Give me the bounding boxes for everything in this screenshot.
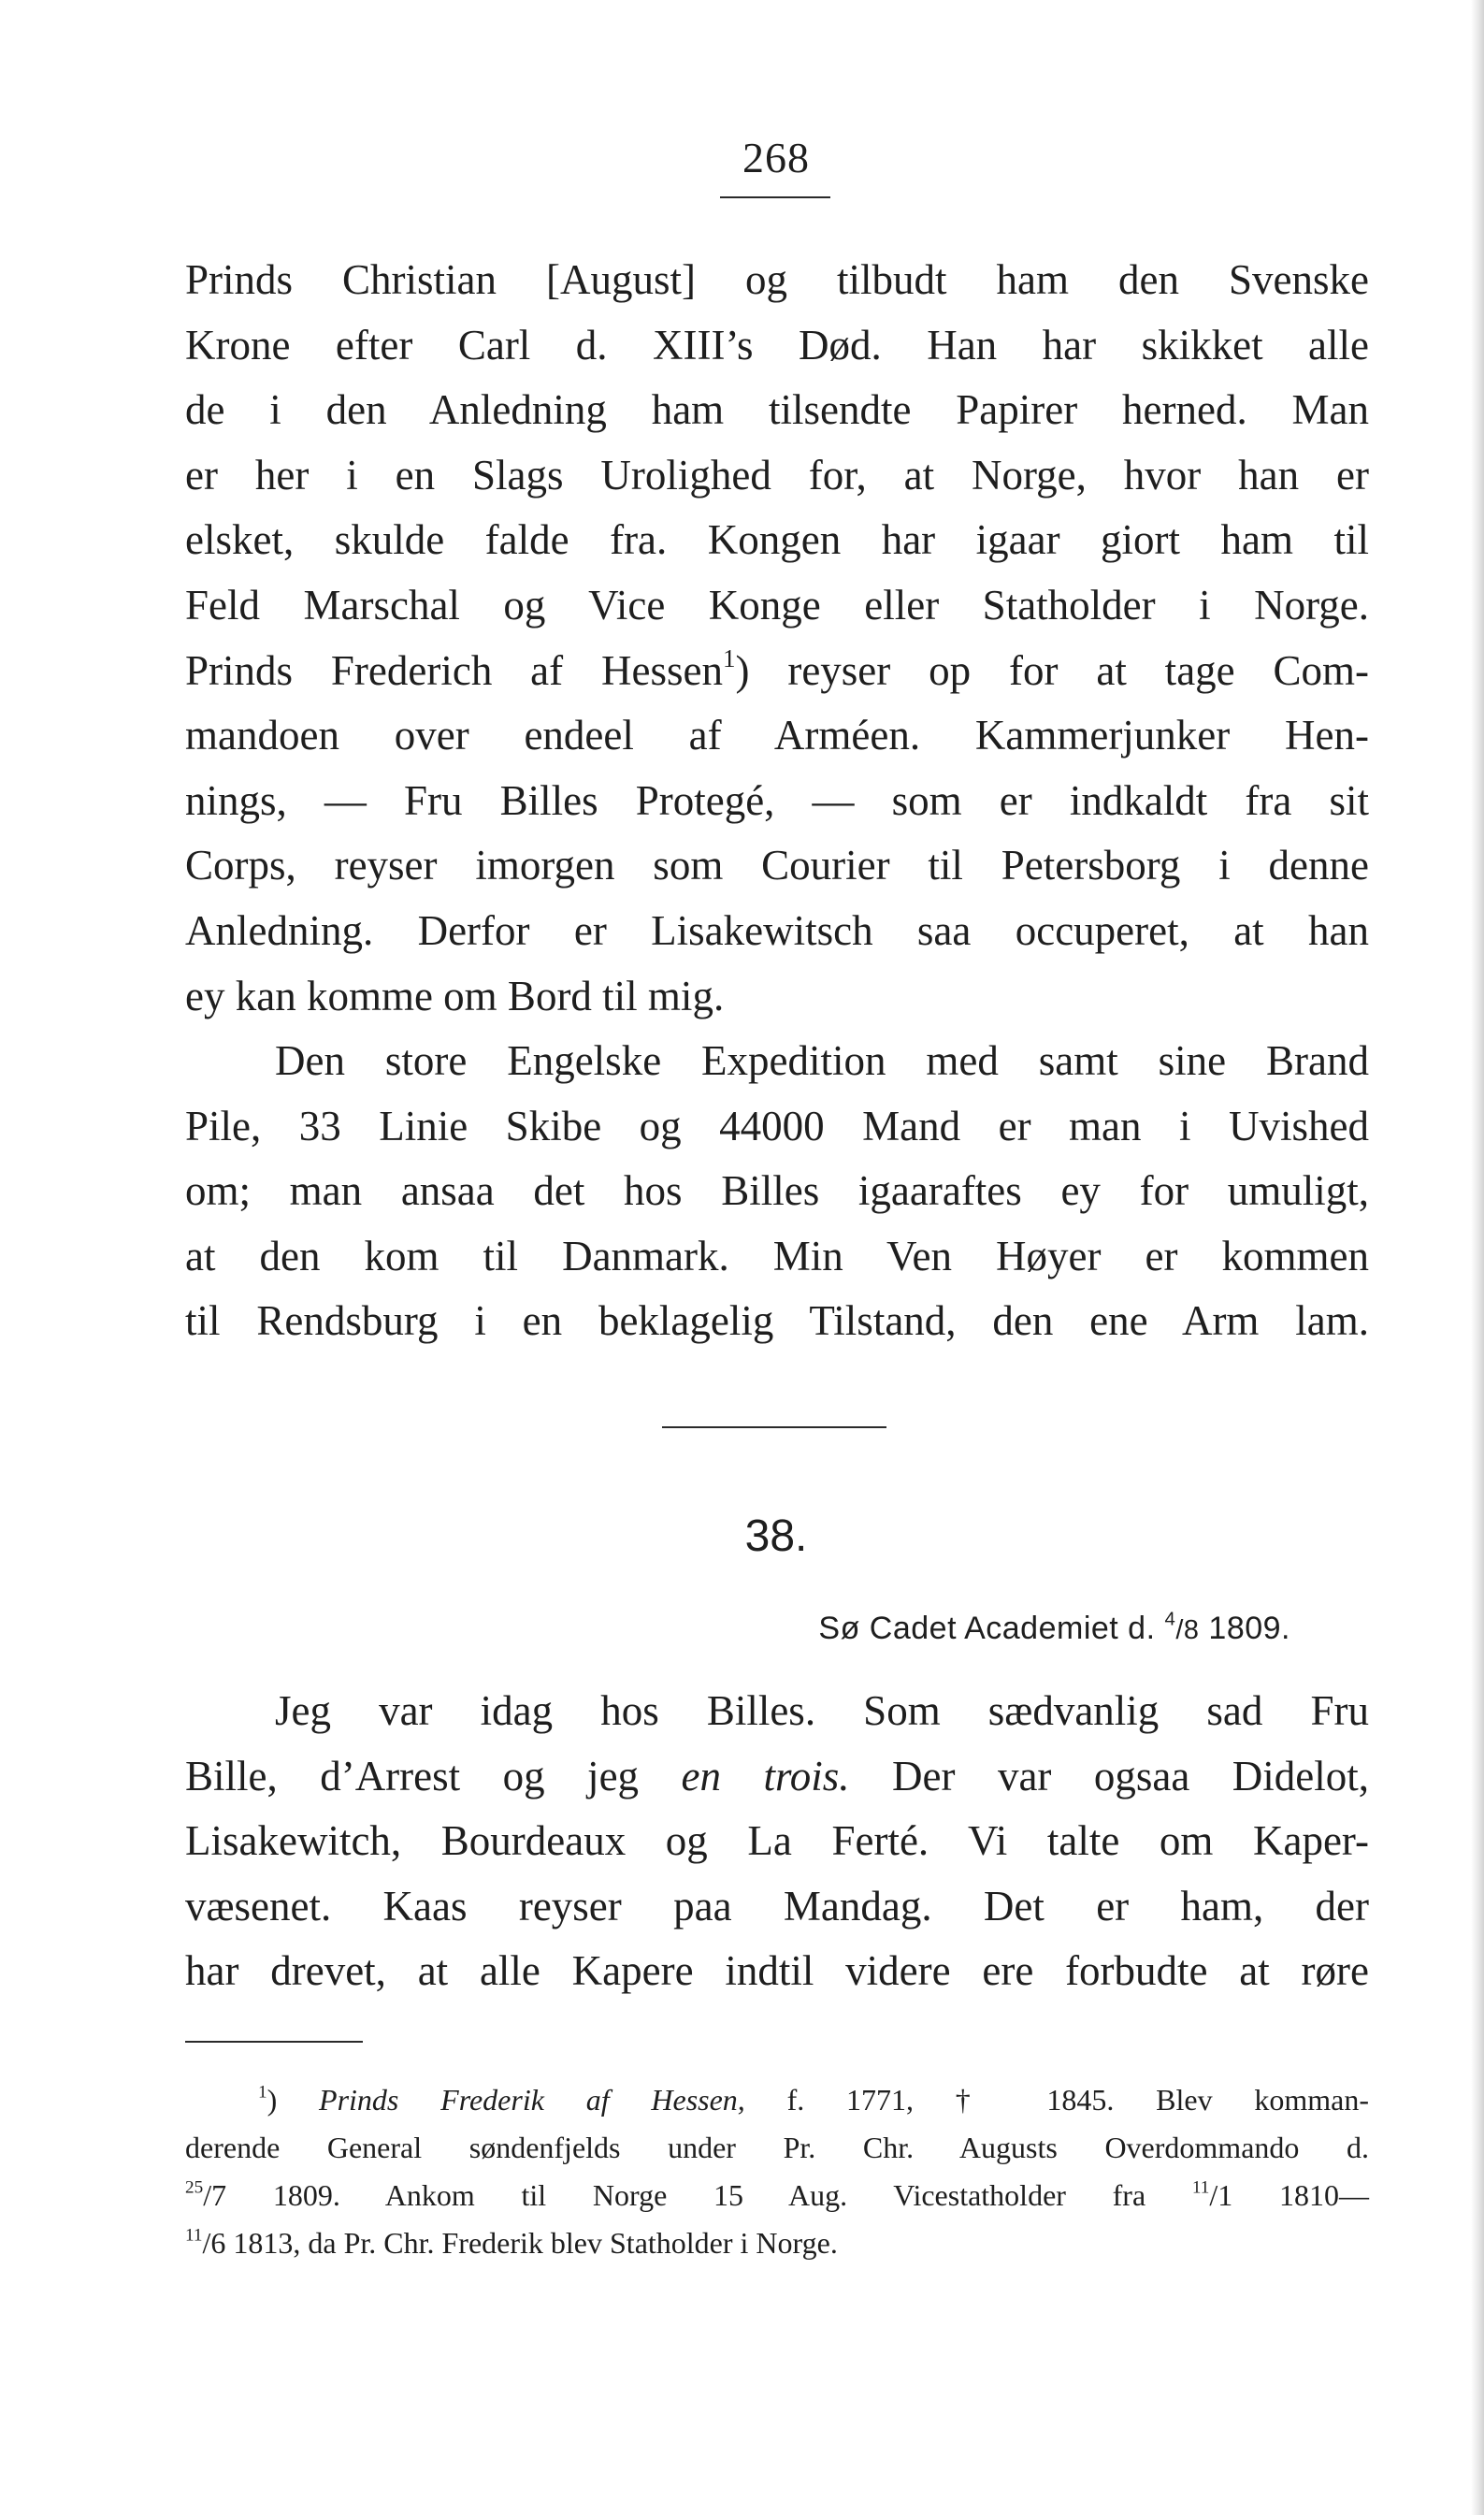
footnote-name: Prinds Frederik af Hessen, [319, 2083, 745, 2117]
footnote-line [185, 2172, 1369, 2219]
text-line: Corps, reyser imorgen som Courier til Petersborg i denne [185, 842, 1369, 889]
dateline-year: 1809. [1208, 1611, 1290, 1646]
text-line: væsenet. Kaas reyser paa Mandag. Det er ham, der [185, 1882, 1369, 1930]
dateline-place: Sø Cadet Academiet d. [818, 1611, 1156, 1646]
text-line: til Rendsburg i en beklagelig Tilstand, den ene Arm lam. [185, 1297, 1369, 1345]
date-denominator: 7 [211, 2178, 227, 2212]
text-line: Den store Engelske Expedition med samt sine Brand [275, 1037, 1369, 1084]
text-line: Lisakewitch, Bourdeaux og La Ferté. Vi talte om Kaper- [185, 1817, 1369, 1865]
text-line [185, 1744, 1369, 1810]
date-numerator: 11 [1191, 2177, 1210, 2198]
paragraph-1 [185, 248, 1369, 1029]
text-fragment: 1810— [1279, 2178, 1370, 2212]
fraction-slash: / [202, 2226, 211, 2260]
footnote [185, 2076, 1369, 2267]
text-fragment: 1809. Ankom til Norge 15 Aug. Vicestatholder fra [272, 2178, 1146, 2212]
page-edge-shadow [1471, 0, 1484, 2515]
fraction-slash: / [203, 2178, 212, 2212]
fraction-slash: / [1175, 1615, 1184, 1645]
text-fragment: Der var ogsaa Didelot, [892, 1752, 1370, 1800]
text-line: Pile, 33 Linie Skibe og 44000 Mand er man i Uvished [185, 1102, 1369, 1149]
footnote-line: derende General søndenfjelds under Pr. Chr. Augusts Overdommando d. [185, 2131, 1369, 2164]
paragraph-3 [185, 1679, 1369, 2004]
text-line: om; man ansaa det hos Billes igaaraftes ey for umuligt, [185, 1167, 1369, 1215]
text-fragment: 1813, da Pr. Chr. Frederik blev Statholder i Norge. [233, 2226, 838, 2260]
text-line: ey kan komme om Bord til mig. [185, 972, 725, 1019]
text-line: Jeg var idag hos Billes. Som sædvanlig sad Fru [275, 1687, 1369, 1734]
footnote-divider [185, 2041, 363, 2043]
footnote-marker-close: ) [267, 2083, 278, 2117]
footnote-line [185, 2076, 1369, 2124]
italic-phrase: en trois. [681, 1752, 850, 1800]
dateline-day: 4 [1164, 1609, 1176, 1630]
footnote-line [185, 2219, 1369, 2267]
text-line: Feld Marschal og Vice Konge eller Statholder i Norge. [185, 581, 1369, 629]
text-line: de i den Anledning ham tilsendte Papirer herned. Man [185, 386, 1369, 434]
letter-number: 38. [744, 1511, 808, 1561]
dateline [748, 1611, 1290, 1647]
text-line: nings, — Fru Billes Protegé, — som er indkaldt fra sit [185, 776, 1369, 824]
date-denominator: 6 [210, 2226, 226, 2260]
fraction-slash: / [1209, 2178, 1218, 2212]
date-numerator: 11 [185, 2225, 203, 2246]
text-line: Krone efter Carl d. XIII’s Død. Han har skikket alle [185, 321, 1369, 369]
text-line: mandoen over endeel af Arméen. Kammerjunker Hen- [185, 712, 1369, 759]
text-line: er her i en Slags Urolighed for, at Norge, hvor han er [185, 451, 1369, 499]
date-denominator: 1 [1217, 2178, 1233, 2212]
page-number: 268 [742, 134, 810, 181]
footnote-marker: 1 [722, 643, 736, 672]
text-line: at den kom til Danmark. Min Ven Høyer er kommen [185, 1232, 1369, 1279]
text-line: elsket, skulde falde fra. Kongen har igaar giort ham til [185, 516, 1369, 564]
text-fragment: f. 1771, † 1845. Blev komman- [786, 2083, 1369, 2117]
text-line: Anledning. Derfor er Lisakewitsch saa occuperet, at han [185, 906, 1369, 954]
text-fragment: Prinds Frederich af Hessen [185, 646, 723, 694]
text-fragment: Bille, d’Arrest og jeg [185, 1752, 640, 1800]
text-line: Prinds Christian [August] og tilbudt ham den Svenske [185, 256, 1369, 303]
date-numerator: 25 [185, 2177, 204, 2198]
page-number-underline [720, 196, 830, 198]
footnote-marker: 1 [258, 2082, 267, 2103]
paragraph-2 [185, 1029, 1369, 1354]
text-line-with-footnote [185, 639, 1369, 704]
text-fragment: ) reyser op for at tage Com- [735, 646, 1370, 694]
text-line: har drevet, at alle Kapere indtil videre ere forbudte at røre [185, 1947, 1369, 1995]
dateline-month: 8 [1183, 1615, 1200, 1645]
section-divider [662, 1426, 886, 1428]
